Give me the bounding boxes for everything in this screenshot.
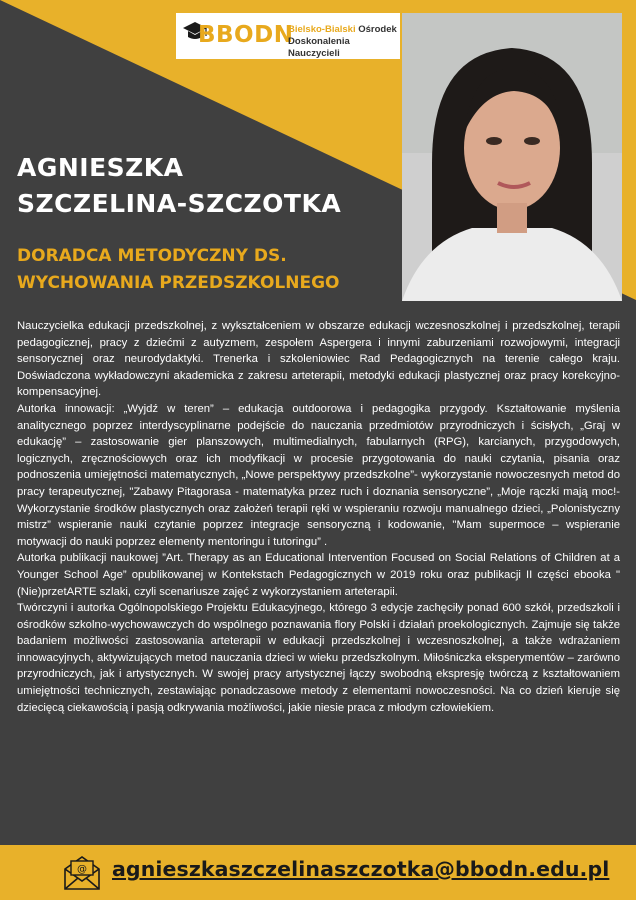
bio-paragraph-education: Nauczycielka edukacji przedszkolnej, z wykształceniem w obszarze edukacji wczesnoszkolnej i przedszkolnej, terapii pedagogicznej, pracy z dziećmi z autyzmem, zespołem Aspergera i innymi zaburzeniami rozwojowymi, integracji sensorycznej oraz neurodydaktyki. Trenerka i szkoleniowiec Rad Pedagogicznych na terenie całego kraju. Doświadczona wykładowczyni akademicka z zakresu arteterapii, metodyki edukacji plastycznej oraz pracy korekcyjno-kompensacyjnej. <box>17 320 620 399</box>
bio-paragraph-projects: Twórczyni i autorka Ogólnopolskiego Projektu Edukacyjnego, którego 3 edycje zachęciły ponad 600 szkół, przedszkoli i ośrodków szkolno-wychowawczych do wspólnego poznawania flory Polski i działań proekologicznych. Zajmuje się także badaniem możliwości zastosowania arteterapii w edukacji przedszkolnej i wczesnoszkolnej, a także wdrażaniem innowacyjnych, aktywizujących metod nauczania dzieci w wieku przedszkolnym. Miłośniczka eksperymentów – zarówno przyrodniczych, jak i artystycznych. W swojej pracy artystycznej łączy swobodną ekspresję twórczą z kształtowaniem umiejętności technicznych, zestawiając ponadczasowe metody z elementami nowoczesności. Na co dzień kieruje się dziecięcą ciekawością i pasją odkrywania możliwości, jakie niesie praca z młodym człowiekiem. <box>17 602 620 714</box>
biography <box>17 318 620 716</box>
person-last-name: SZCZELINA-SZCZOTKA <box>17 189 342 218</box>
logo-org-line1: Ośrodek <box>355 24 397 35</box>
bbodn-logo <box>176 13 400 59</box>
person-first-name: AGNIESZKA <box>17 153 184 182</box>
person-name <box>17 150 397 222</box>
role-line-1: DORADCA METODYCZNY DS. <box>17 246 287 266</box>
logo-org-highlight: Bielsko-Bialski <box>288 24 356 35</box>
mail-icon <box>61 855 103 891</box>
portrait-image <box>402 13 622 301</box>
person-role <box>17 243 397 297</box>
logo-org-name <box>288 24 400 60</box>
svg-text:@: @ <box>77 864 87 875</box>
logo-wordmark: BBODN <box>198 22 294 48</box>
email-link[interactable]: agnieszkaszczelinaszczotka@bbodn.edu.pl <box>112 857 610 881</box>
bio-paragraph-innovations: Autorka innowacji: „Wyjdź w teren” – edukacja outdoorowa i pedagogika przygody. Kształtowanie myślenia analitycznego poprzez interdyscyplinarne podejście do nauczania przedmiotów przyrodniczych i ścisłych, „Graj w edukację” – zastosowanie gier planszowych, multimedialnych, fabularnych (RPG), karcianych, przygodowych, logicznych, zręcznościowych oraz ich modyfikacji w procesie przygotowania do nauki czytania, pisania oraz podnoszenia umiejętności matematycznych, „Nowe perspektywy przedszkolne”- wykorzystanie nowoczesnych metod do pracy terapeutycznej, "Zabawy Pitagorasa - matematyka przez ruch i doznania sensoryczne”, „Moje rączki mają moc!- Wykorzystanie środków plastycznych oraz założeń terapii ręki w wspieraniu rozwoju manualnego dzieci, „Polonistyczny mistrz” wspieranie nauki czytanie poprzez integracje sensoryczną i kodowanie, "Mam supermoce – wspieranie motywacji do nauki poprzez elementy mentoringu i tutoringu” . <box>17 402 620 548</box>
portrait-photo <box>402 13 622 301</box>
bio-paragraph-publications: Autorka publikacji naukowej ”Art. Therapy as an Educational Intervention Focused on Social Relations of Children at a Younger School Age” opublikowanej w Kontekstach Pedagogicznych w 2019 roku oraz publikacji II części ebooka "(Nie)przetARTE szlaki, czyli scenariusze zajęć z wykorzystaniem arteterapii. <box>17 552 620 598</box>
role-line-2: WYCHOWANIA PRZEDSZKOLNEGO <box>17 273 340 293</box>
logo-org-line2: Doskonalenia Nauczycieli <box>288 36 350 59</box>
